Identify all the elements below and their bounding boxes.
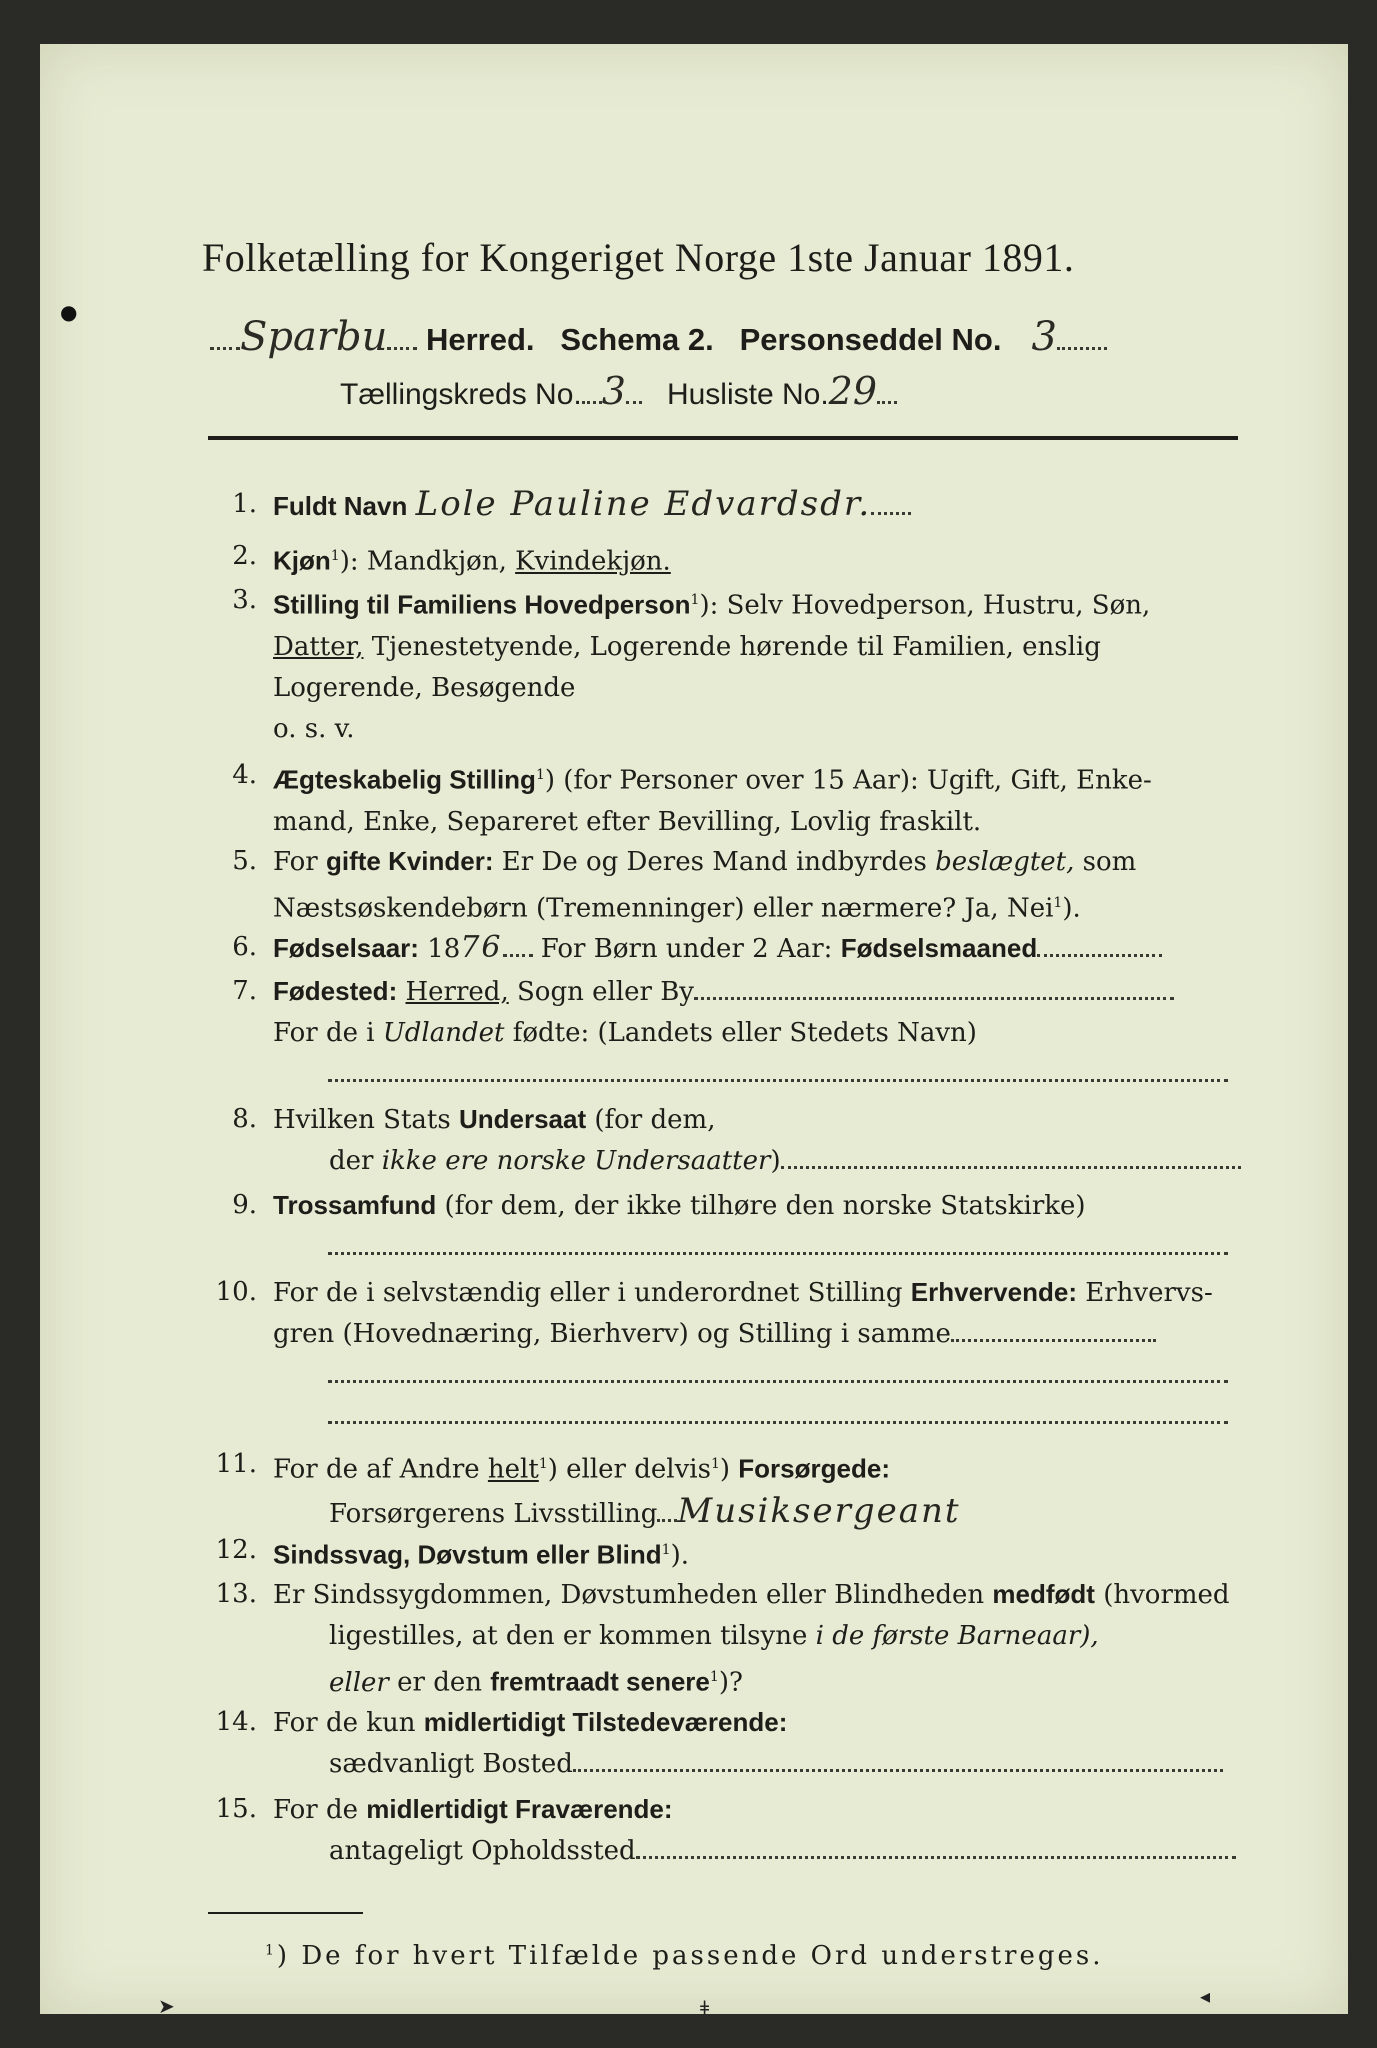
fodested-rest: Sogn eller By bbox=[508, 977, 694, 1007]
value-fodselsaar: 76 bbox=[460, 930, 503, 965]
item-number: 14. bbox=[215, 1707, 257, 1737]
item-number: 8. bbox=[232, 1104, 257, 1134]
fodested-line2b: fødte: (Landets eller Stedets Navn) bbox=[504, 1018, 977, 1048]
label-fodselsmaaned: Fødselsmaaned bbox=[840, 933, 1038, 963]
schema-label: Schema 2. bbox=[560, 322, 714, 357]
erhverv-line2: gren (Hovednæring, Bierhverv) og Stilling i samme bbox=[273, 1319, 951, 1349]
medfodt-line2a: ligestilles, at den er kommen tilsyne bbox=[329, 1621, 816, 1651]
undersaat-line1a: Hvilken Stats bbox=[273, 1105, 459, 1135]
footnote-ref: 1 bbox=[330, 548, 340, 564]
stilling-line3: Logerende, Besøgende bbox=[273, 672, 576, 703]
forsorgede-line1a: For de af Andre bbox=[273, 1454, 488, 1485]
herred-label: Herred. bbox=[425, 322, 535, 357]
fodselsaar-prefix: 18 bbox=[418, 934, 461, 964]
form-title: Folketælling for Kongeriget Norge 1ste Januar 1891. bbox=[202, 235, 1075, 280]
label-erhvervende: Erhvervende: bbox=[910, 1277, 1077, 1307]
erhverv-line1a: For de i selvstændig eller i underordnet Stilling bbox=[273, 1278, 911, 1308]
label-aegteskab: Ægteskabelig Stilling bbox=[273, 764, 536, 795]
label-stilling: Stilling til Familiens Hovedperson bbox=[273, 589, 691, 620]
fodselsaar-mid: For Børn under 2 Aar: bbox=[532, 934, 841, 964]
label-tilstedevaerende: midlertidigt Tilstedeværende: bbox=[423, 1707, 788, 1737]
item-number: 3. bbox=[232, 585, 257, 615]
item-number: 5. bbox=[232, 846, 257, 876]
aegteskab-line1: ) (for Personer over 15 Aar): Ugift, Gift, Enke- bbox=[544, 765, 1152, 796]
gifte-line1a: Er De og Deres Mand indbyrdes bbox=[493, 847, 936, 877]
value-fuldt-navn: Lole Pauline Edvardsdr. bbox=[415, 484, 872, 524]
fravaer-pre: For de bbox=[273, 1795, 367, 1825]
footnote bbox=[265, 1941, 1165, 1971]
herred-value: Sparbu bbox=[240, 314, 388, 360]
label-fremtraadt: fremtraadt senere bbox=[490, 1666, 710, 1697]
item-number: 10. bbox=[215, 1277, 257, 1307]
stilling-line2: Tjenestetyende, Logerende hørende til Familien, enslig bbox=[363, 631, 1101, 662]
medfodt-line3a: er den bbox=[388, 1667, 491, 1698]
item-number: 4. bbox=[232, 760, 257, 790]
margin-mark-icon: ǂ bbox=[700, 1996, 710, 2020]
medfodt-line1a: Er Sindssygdommen, Døvstumheden eller Blindheden bbox=[273, 1580, 993, 1610]
stilling-selected: Datter, bbox=[273, 631, 364, 662]
label-trossamfund: Trossamfund bbox=[273, 1190, 437, 1220]
label-fodselsaar: Fødselsaar: bbox=[273, 933, 419, 963]
undersaat-italic: ikke ere norske Undersaatter bbox=[381, 1146, 771, 1176]
fodested-selected: Herred, bbox=[405, 977, 509, 1007]
label-fodested: Fødested: bbox=[273, 976, 398, 1006]
margin-mark-icon: ◂ bbox=[1200, 1984, 1211, 2008]
stilling-line4: o. s. v. bbox=[273, 713, 355, 744]
medfodt-italic: i de første Barneaar), bbox=[815, 1621, 1099, 1651]
personseddel-label: Personseddel No. bbox=[739, 322, 1002, 357]
undersaat-line2a: der bbox=[329, 1146, 382, 1176]
label-forsorgede: Forsørgede: bbox=[738, 1453, 890, 1484]
personseddel-value: 3 bbox=[1031, 314, 1057, 360]
trossamfund-text: (for dem, der ikke tilhøre den norske Statskirke) bbox=[436, 1191, 1086, 1221]
fravaer-line2: antageligt Opholdssted bbox=[329, 1836, 636, 1866]
forsorgede-line2: Forsørgerens Livsstilling bbox=[329, 1498, 658, 1529]
aegteskab-line2: mand, Enke, Separeret efter Bevilling, Lovlig fraskilt. bbox=[273, 806, 982, 837]
census-form-page: Folketælling for Kongeriget Norge 1ste Januar 1891. Sparbu Herred. Schema 2. Personseddel No. 3 Tællingskreds No. 3 Husliste No.29 1. Fuldt Navn Lole Pauline Edvardsdr. 2. Kjøn$^1$): Mandkjøn, Kvindekjøn. 3. Stilling til Familiens Hovedperson$^1$): Selv Hovedperson, Hustru, Søn, Datter, Tjenestetyende, Logerende hørende til Familien, enslig Logerende, Besøgende o. s. v. 4. Ægteskabelig Stilling$^1$) (for Personer over 15 Aar): Ugift, Gift, Enke- mand, Enke, Separeret efter Bevilling, Lovlig fraskilt. 5. For gifte Kvinder: Er De og Deres Mand indbyrdes beslægtet, som Næstsøskendebørn (Tremenninger) eller nærmere? Ja, Nei$^1$). 6. Fødselsaar: 1876 For Børn under 2 Aar: Fødselsmaaned 7. Fødested: Herred, Sogn eller By For de i Udlandet fødte: (Landets eller Stedets Navn) 8. Hvilken Stats Undersaat (for dem, der ikke ere norske Undersaatter) 9. Trossamfund (for dem, der ikke tilhøre den norske Statskirke) 10. For de i selvstændig eller i underordnet Stilling Erhvervende: Erhvervs- gren (Hovednæring, Bierhverv) og Stilling i samme 11. For de af Andre helt$^1$) eller delvis$^1$) Forsørgede: Forsørgerens Livsstilling Musiksergeant 12. Sindssvag, Døvstum eller Blind$^1$). 13. Er Sindssygdommen, Døvstumheden eller Blindheden medfødt (hvormed ligestilles, at den er kommen tilsyne i de første Barneaar), eller er den fremtraadt senere$^1$)? 14. For de kun midlertidigt Tilstedeværende: sædvanligt Bosted 15. For de midlertidigt Fraværende: antageligt Opholdssted $^1$) De for hvert Tilfælde passende Ord understreges. ➤ ǂ ◂ bbox=[40, 44, 1348, 2014]
header-row-herred bbox=[210, 314, 1240, 360]
label-undersaat: Undersaat bbox=[458, 1104, 587, 1134]
stilling-line1: ): Selv Hovedperson, Hustru, Søn, bbox=[699, 590, 1151, 621]
item-number: 1. bbox=[232, 489, 257, 519]
gifte-line2: Næstsøskendebørn (Tremenninger) eller nærmere? Ja, Nei bbox=[273, 893, 1054, 924]
footnote-text: ) De for hvert Tilfælde passende Ord understreges. bbox=[276, 1941, 1104, 1971]
gifte-pre: For bbox=[273, 847, 326, 877]
label-sindssvag: Sindssvag, Døvstum eller Blind bbox=[273, 1539, 662, 1570]
medfodt-line1b: (hvormed bbox=[1094, 1580, 1230, 1610]
item-number: 11. bbox=[215, 1449, 257, 1479]
forsorgede-line1b: eller delvis bbox=[557, 1454, 711, 1485]
husliste-value: 29 bbox=[828, 369, 878, 413]
forsorgede-selected: helt bbox=[487, 1454, 539, 1485]
item-number: 7. bbox=[232, 976, 257, 1006]
label-medfodt: medfødt bbox=[992, 1579, 1095, 1609]
margin-mark-icon: ➤ bbox=[158, 1994, 175, 2018]
label-fravaerende: midlertidigt Fraværende: bbox=[366, 1794, 673, 1824]
item-number: 9. bbox=[232, 1190, 257, 1220]
taellingskreds-value: 3 bbox=[601, 369, 626, 413]
value-livsstilling: Musiksergeant bbox=[677, 1490, 961, 1531]
item-number: 15. bbox=[215, 1794, 257, 1824]
margin-dot-icon: ● bbox=[60, 300, 78, 324]
tilstede-pre: For de kun bbox=[273, 1708, 424, 1738]
erhverv-line1b: Erhvervs- bbox=[1076, 1278, 1213, 1308]
footnote-sup: 1 bbox=[265, 1942, 277, 1959]
kjon-selected: Kvindekjøn. bbox=[515, 546, 671, 577]
tilstede-line2: sædvanligt Bosted bbox=[329, 1749, 573, 1779]
item-number: 12. bbox=[215, 1535, 257, 1565]
item-number: 13. bbox=[215, 1579, 257, 1609]
undersaat-line1b: (for dem, bbox=[586, 1105, 716, 1135]
header-row-kreds bbox=[340, 369, 1140, 413]
kjon-options: ): Mandkjøn, bbox=[339, 546, 516, 577]
fodested-line2a: For de i bbox=[273, 1018, 383, 1048]
label-gifte-kvinder: gifte Kvinder: bbox=[325, 846, 494, 876]
item-number: 6. bbox=[232, 932, 257, 962]
taellingskreds-label: Tællingskreds No. bbox=[340, 378, 582, 411]
gifte-line1b: som bbox=[1074, 847, 1137, 877]
label-kjon: Kjøn bbox=[273, 545, 331, 576]
footnote-divider bbox=[208, 1912, 363, 1914]
item-number: 2. bbox=[232, 541, 257, 571]
label-fuldt-navn: Fuldt Navn bbox=[273, 491, 408, 521]
husliste-label: Husliste No. bbox=[666, 378, 829, 411]
gifte-italic: beslægtet, bbox=[935, 847, 1075, 877]
fodested-italic: Udlandet bbox=[382, 1018, 505, 1048]
medfodt-italic2: eller bbox=[329, 1667, 389, 1698]
header-divider bbox=[208, 436, 1238, 440]
